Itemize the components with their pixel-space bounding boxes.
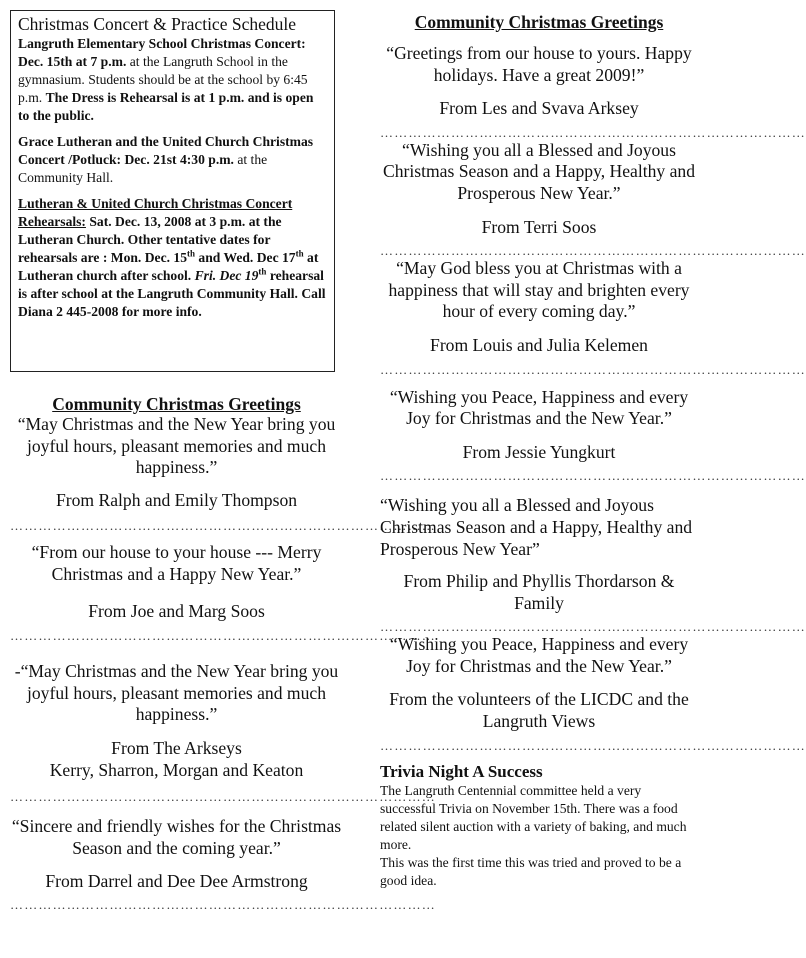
greeting-from: From the volunteers of the LICDC and the Langruth Views	[389, 689, 689, 732]
schedule-title: Christmas Concert & Practice Schedule	[18, 14, 296, 34]
greeting-entry	[380, 43, 806, 140]
greeting-from: From Darrel and Dee Dee Armstrong	[45, 871, 308, 892]
trivia-title: Trivia Night A Success	[380, 761, 543, 781]
greeting-entry	[10, 816, 436, 912]
greeting-from: From Louis and Julia Kelemen	[430, 334, 648, 355]
schedule-box	[10, 10, 335, 372]
greeting-from: From Terri Soos	[481, 216, 597, 237]
dotted-divider: ………………………………………………………………………………	[380, 468, 806, 484]
greeting-entry	[380, 258, 806, 377]
dotted-divider: ………………………………………………………………………………	[380, 619, 806, 635]
trivia-body-2: This was the first time this was tried and proved to be a good idea.	[380, 854, 682, 888]
greeting-entry	[380, 139, 806, 259]
dotted-divider: ………………………………………………………………………………	[10, 789, 436, 805]
greeting-quote: “Wishing you Peace, Happiness and every Joy for Christmas and the New Year.”	[389, 386, 689, 429]
dotted-divider: ………………………………………………………………………………	[10, 896, 436, 912]
greeting-quote: -“May Christmas and the New Year bring you joyful hours, pleasant memories and much happiness.”	[14, 661, 339, 725]
greeting-entry	[380, 634, 806, 753]
greeting-quote: “Wishing you Peace, Happiness and every Joy for Christmas and the New Year.”	[389, 634, 689, 676]
greeting-quote: “Sincere and friendly wishes for the Christmas Season and the coming year.”	[11, 816, 342, 858]
greeting-from: From The Arkseys	[111, 737, 242, 758]
greeting-from-names: Kerry, Sharron, Morgan and Keaton	[49, 759, 304, 780]
greeting-entry	[10, 414, 436, 534]
rehearsals-paragraph: Lutheran & United Church Christmas Concert Rehearsals: Sat. Dec. 13, 2008 at 3 p.m. at the Lutheran Church. Other tentative dates for rehearsals are : Mon. Dec. 15th and Wed. Dec 17th at Lutheran church after school. Fri. Dec 19th rehearsal is after school at the Langruth Community Hall. Call Diana 2 445-2008 for more info.	[18, 196, 326, 319]
greeting-from: From Ralph and Emily Thompson	[55, 489, 298, 510]
trivia-body: The Langruth Centennial committee held a very successful Trivia on November 15th. There was a food related silent auction with a variety of baking, and much more.	[380, 782, 687, 852]
elementary-concert-paragraph: Langruth Elementary School Christmas Concert: Dec. 15th at 7 p.m. at the Langruth School in the gymnasium. Students should be at the school by 6:45 p.m. The Dress is Rehearsal is at 1 p.m. and is open to the public.	[18, 36, 314, 123]
dotted-divider: ………………………………………………………………………………	[10, 628, 436, 644]
greeting-quote: “May Christmas and the New Year bring you joyful hours, pleasant memories and much happiness.”	[17, 414, 336, 478]
trivia-article	[380, 762, 698, 890]
greeting-entry	[380, 386, 806, 484]
lutheran-potluck-paragraph: Grace Lutheran and the United Church Christmas Concert /Potluck: Dec. 21st 4:30 p.m. at the Community Hall.	[18, 134, 314, 185]
greeting-quote: “From our house to your house --- Merry Christmas and a Happy New Year.”	[31, 542, 322, 584]
dotted-divider: ………………………………………………………………………………	[380, 124, 806, 140]
left-greetings-title: Community Christmas Greetings	[52, 394, 301, 414]
greeting-from: From Les and Svava Arksey	[439, 98, 639, 119]
right-greetings	[380, 12, 806, 890]
greeting-quote: “Wishing you all a Blessed and Joyous Christmas Season and a Happy, Healthy and Prosperous New Year.”	[382, 139, 696, 203]
dotted-divider: ………………………………………………………………………………	[380, 243, 806, 259]
dotted-divider: ………………………………………………………………………………	[380, 737, 806, 753]
greeting-entry	[380, 495, 806, 635]
greeting-quote: “Greetings from our house to yours. Happy holidays. Have a great 2009!”	[386, 43, 692, 85]
greeting-from: From Jessie Yungkurt	[462, 441, 616, 462]
right-greetings-title: Community Christmas Greetings	[414, 12, 664, 32]
greeting-entry	[10, 661, 436, 805]
dotted-divider: ………………………………………………………………………………	[10, 518, 436, 534]
left-greetings	[10, 394, 436, 912]
greeting-from: From Joe and Marg Soos	[88, 600, 265, 621]
greeting-quote: “May God bless you at Christmas with a happiness that will stay and brighten every hour of every coming day.”	[388, 258, 690, 322]
greeting-entry	[10, 542, 436, 644]
dotted-divider: ………………………………………………………………………………	[380, 361, 806, 377]
greeting-quote: “Wishing you all a Blessed and Joyous Christmas Season and a Happy, Healthy and Prosperous New Year”	[380, 495, 693, 559]
greeting-from: From Philip and Phyllis Thordarson & Family	[403, 571, 675, 613]
